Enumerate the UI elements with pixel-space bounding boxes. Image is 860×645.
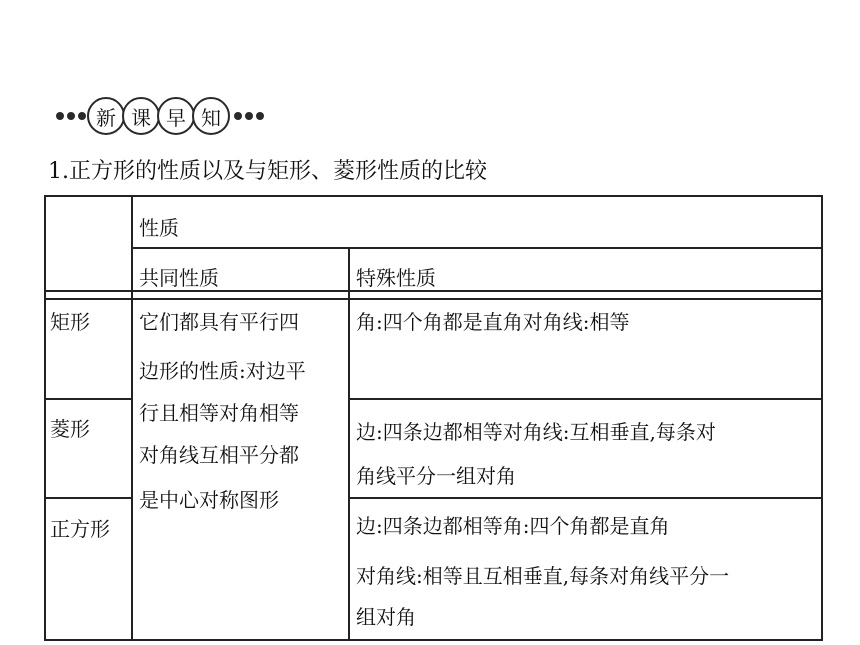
table-border-top [44,195,823,197]
row-name-rhombus: 菱形 [50,417,90,441]
comparison-table [44,195,823,641]
banner-dots-left [56,112,86,120]
header-properties: 性质 [139,216,179,240]
special-rhombus-line-2: 角线平分一组对角 [356,464,516,488]
header-special-properties: 特殊性质 [356,266,436,290]
divider-row-1-left [44,398,133,400]
special-square-line-3: 组对角 [356,605,416,629]
common-text-line-4: 对角线互相平分都 [139,443,299,467]
table-border-right [821,195,823,641]
header-common-properties: 共同性质 [139,266,219,290]
table-border-left [44,195,46,641]
divider-col-1 [131,195,133,641]
banner-dots-right [234,112,264,120]
section-heading: 1.正方形的性质以及与矩形、菱形性质的比较 [48,159,487,184]
common-text-line-3: 行且相等对角相等 [139,401,299,425]
common-text-line-2: 边形的性质:对边平 [139,359,306,383]
divider-header-bottom-2 [44,298,823,300]
table-border-bottom [44,639,823,641]
divider-header-mid [131,247,823,249]
banner-char-1: 新 [87,97,125,135]
divider-row-2-left [44,497,133,499]
common-text-line-5: 是中心对称图形 [139,488,279,512]
divider-row-2-right [348,497,823,499]
special-rhombus-line-1: 边:四条边都相等对角线:互相垂直,每条对 [356,420,716,444]
row-name-rectangle: 矩形 [50,310,90,334]
row-name-square: 正方形 [50,517,110,541]
section-banner [56,96,264,136]
common-text-line-1: 它们都具有平行四 [139,310,299,334]
divider-row-1-right [348,398,823,400]
special-rectangle-line-1: 角:四个角都是直角对角线:相等 [356,310,630,334]
divider-col-2 [348,247,350,641]
banner-char-4: 知 [192,97,230,135]
special-square-line-2: 对角线:相等且互相垂直,每条对角线平分一 [356,564,730,588]
banner-char-2: 课 [122,97,160,135]
special-square-line-1: 边:四条边都相等角:四个角都是直角 [356,514,670,538]
banner-char-3: 早 [157,97,195,135]
